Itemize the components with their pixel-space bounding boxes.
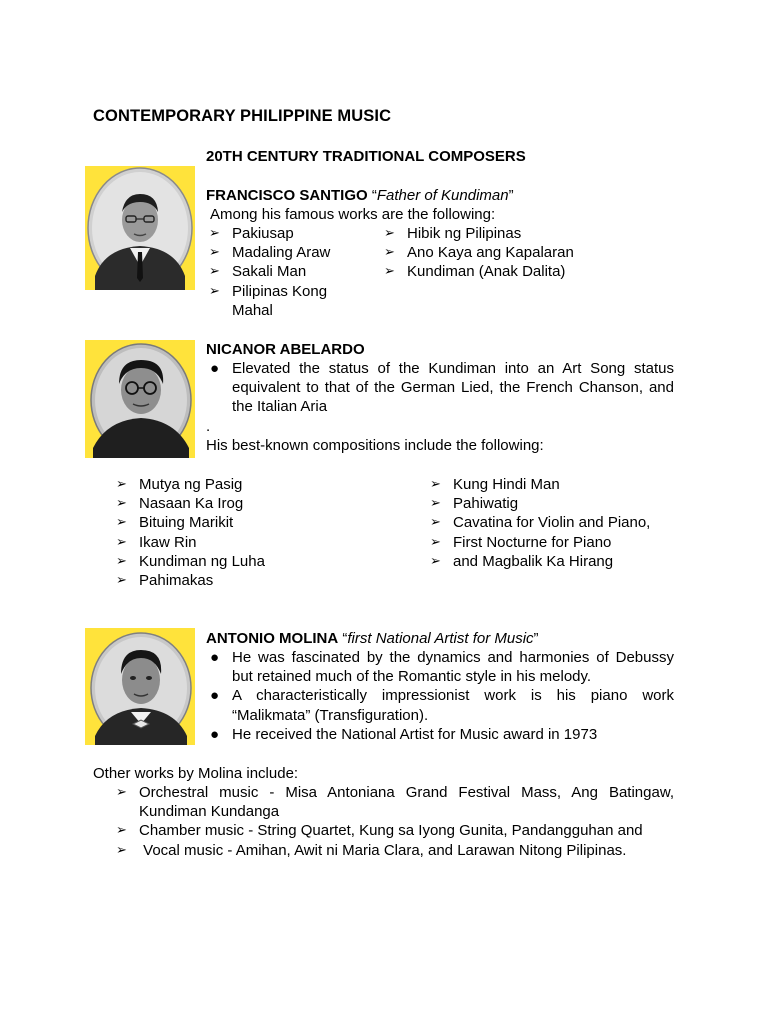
arrow-icon: ➢ <box>209 245 220 261</box>
santiago-portrait <box>85 166 195 290</box>
list-item: ➢ Kung Hindi Man <box>430 476 560 493</box>
list-item: ➢ Madaling Araw <box>209 244 331 262</box>
abelardo-dot: . <box>206 418 211 435</box>
santiago-name-line <box>206 186 686 205</box>
list-item: ➢ Vocal music - Amihan, Awit ni Maria Clara, and Larawan Nitong Pilipinas. <box>116 841 627 859</box>
arrow-icon: ➢ <box>209 264 220 280</box>
abelardo-name: NICANOR ABELARDO <box>206 341 365 358</box>
list-item: ➢ Pakiusap <box>209 225 294 242</box>
arrow-icon: ➢ <box>430 477 441 492</box>
molina-quote-close: ” <box>533 630 539 647</box>
santiago-intro: Among his famous works are the following: <box>210 206 496 223</box>
list-item: ➢ and Magbalik Ka Hirang <box>430 552 614 570</box>
santiago-quote-close: ” <box>508 187 514 204</box>
list-item: ➢ Pahiwatig <box>430 495 519 513</box>
arrow-icon: ➢ <box>430 496 441 512</box>
bullet-icon: ● <box>210 649 220 666</box>
molina-name-line <box>206 629 686 648</box>
bullet-icon: ● <box>210 360 220 377</box>
list-item: ➢ Pahimakas <box>116 572 214 590</box>
santiago-works-right <box>381 224 621 282</box>
arrow-icon: ➢ <box>116 785 127 800</box>
arrow-icon: ➢ <box>430 534 441 550</box>
abelardo-intro: His best-known compositions include the following: <box>206 437 544 454</box>
arrow-icon: ➢ <box>384 226 395 241</box>
arrow-icon: ➢ <box>430 553 441 569</box>
list-item: ● Elevated the status of the Kundiman into an Art Song status equivalent to that of the German Lied, the French Chanson, and the Italian Aria <box>210 360 674 416</box>
arrow-icon: ➢ <box>116 842 127 858</box>
abelardo-works-left <box>113 475 363 590</box>
arrow-icon: ➢ <box>116 496 127 512</box>
molina-epithet: first National Artist for Music <box>347 630 534 647</box>
arrow-icon: ➢ <box>116 823 127 839</box>
list-item: ➢ Ano Kaya ang Kapalaran <box>384 244 574 262</box>
section-heading: 20TH CENTURY TRADITIONAL COMPOSERS <box>206 148 526 165</box>
abelardo-works-right <box>427 475 707 571</box>
list-item: ● He was fascinated by the dynamics and harmonies of Debussy but retained much of the Romantic style in his melody. <box>210 649 674 686</box>
list-item: ➢ Cavatina for Violin and Piano, <box>430 514 651 532</box>
list-item: ➢ Kundiman (Anak Dalita) <box>384 263 566 281</box>
list-item: ➢ First Nocturne for Piano <box>430 533 612 551</box>
list-item: ➢ Mutya ng Pasig <box>116 476 243 493</box>
arrow-icon: ➢ <box>116 477 127 492</box>
santiago-works-left <box>206 224 341 320</box>
abelardo-bullets <box>206 359 674 417</box>
list-item: ● A characteristically impressionist work is his piano work “Malikmata” (Transfiguration). <box>210 687 674 724</box>
arrow-icon: ➢ <box>430 515 441 531</box>
abelardo-portrait <box>85 340 195 458</box>
list-item: ➢ Chamber music - String Quartet, Kung sa Iyong Gunita, Pandangguhan and <box>116 822 643 840</box>
molina-other-works <box>113 783 674 860</box>
list-item: ➢ Ikaw Rin <box>116 533 197 551</box>
list-item: ● He received the National Artist for Music award in 1973 <box>210 725 598 743</box>
list-item: ➢ Hibik ng Pilipinas <box>384 225 522 242</box>
arrow-icon: ➢ <box>116 573 127 589</box>
molina-quote-open: “ <box>342 630 348 647</box>
arrow-icon: ➢ <box>116 534 127 550</box>
bullet-icon: ● <box>210 725 220 743</box>
list-item: ➢ Nasaan Ka Irog <box>116 495 244 513</box>
bullet-icon: ● <box>210 687 220 705</box>
santiago-name: FRANCISCO SANTIGO <box>206 187 368 204</box>
santiago-epithet: Father of Kundiman <box>376 187 509 204</box>
list-item: ➢ Bituing Marikit <box>116 514 234 532</box>
santiago-quote-open: “ <box>371 187 377 204</box>
molina-other-intro: Other works by Molina include: <box>93 765 299 782</box>
list-item: ➢ Pilipinas Kong Mahal <box>209 282 328 319</box>
arrow-icon: ➢ <box>209 226 220 241</box>
list-item: ➢ Sakali Man <box>209 263 307 281</box>
arrow-icon: ➢ <box>384 264 395 280</box>
molina-name: ANTONIO MOLINA <box>206 630 339 647</box>
document-title: CONTEMPORARY PHILIPPINE MUSIC <box>93 107 392 125</box>
molina-bullets <box>206 648 674 744</box>
list-item: ➢ Orchestral music - Misa Antoniana Grand Festival Mass, Ang Batingaw, Kundiman Kundanga <box>116 784 674 821</box>
list-item: ➢ Kundiman ng Luha <box>116 552 265 570</box>
arrow-icon: ➢ <box>384 245 395 261</box>
arrow-icon: ➢ <box>116 515 127 531</box>
arrow-icon: ➢ <box>209 283 220 299</box>
arrow-icon: ➢ <box>116 553 127 569</box>
molina-portrait <box>85 628 195 745</box>
